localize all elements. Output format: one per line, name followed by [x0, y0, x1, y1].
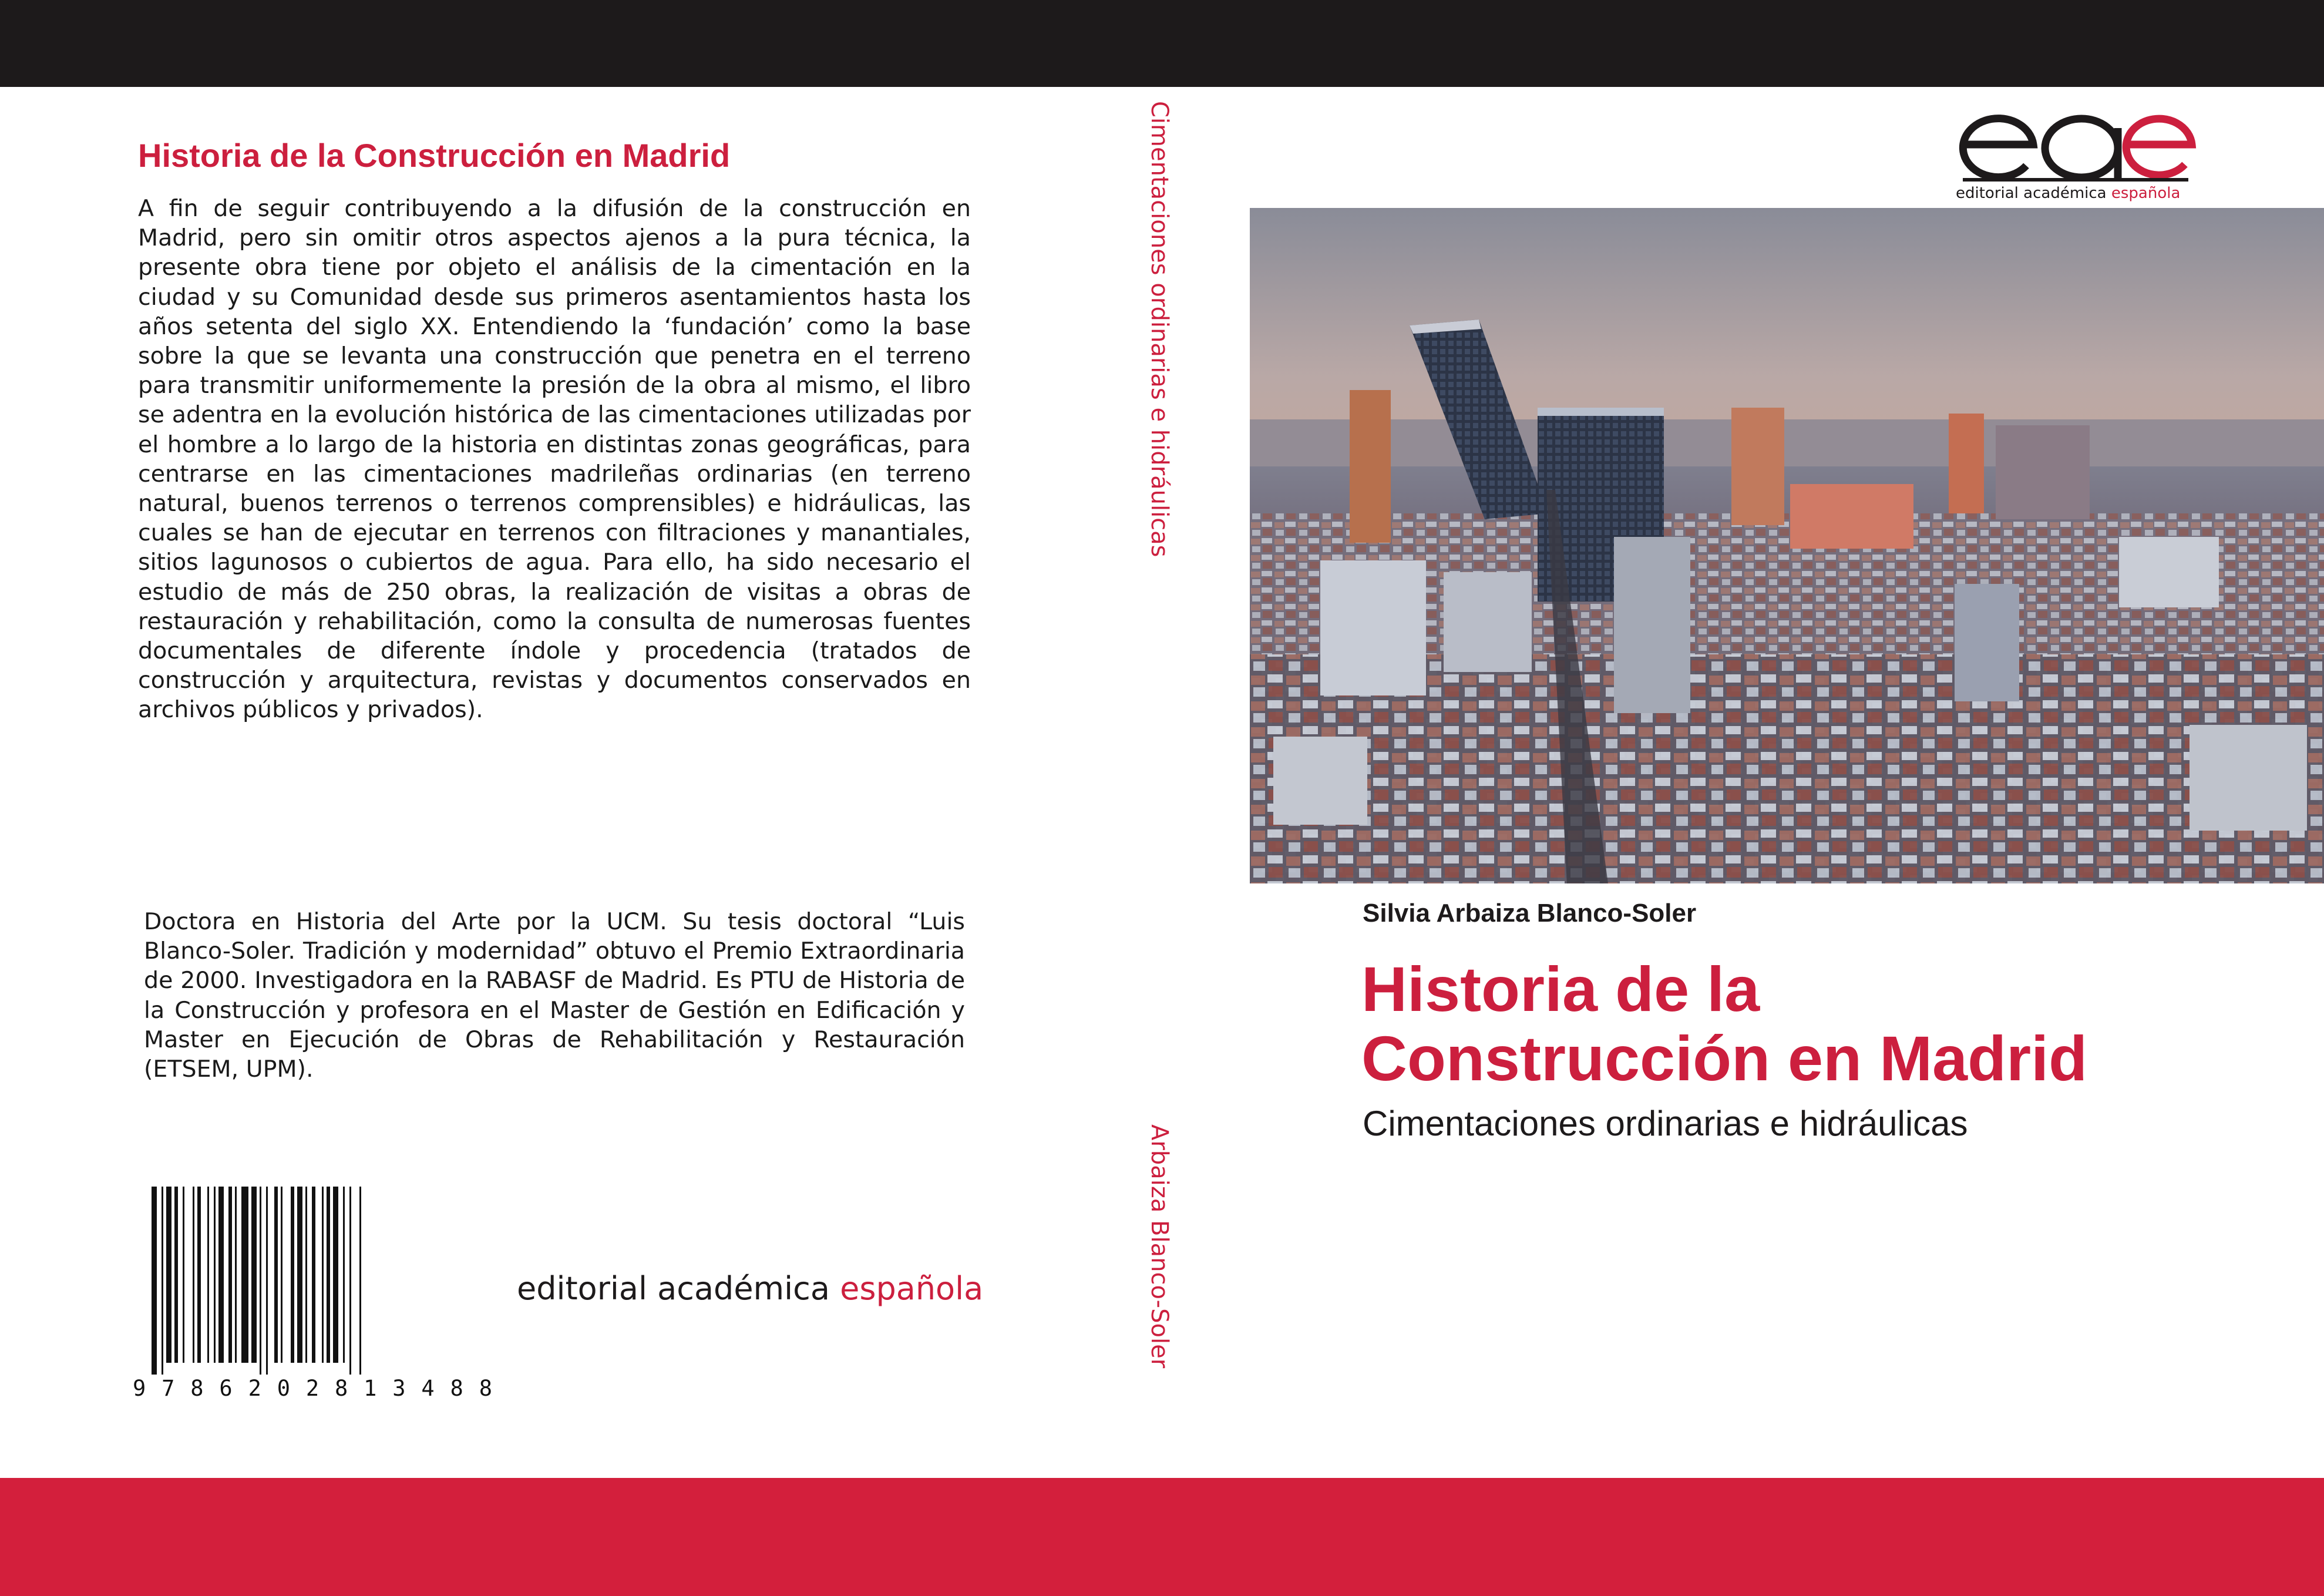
logo-caption-accent: española	[2111, 184, 2181, 202]
isbn-digit: 0	[277, 1376, 290, 1401]
isbn-number	[133, 1376, 492, 1401]
back-cover-title: Historia de la Construcción en Madrid	[138, 137, 731, 174]
isbn-digit: 8	[334, 1376, 348, 1401]
spine-author: Arbaiza Blanco-Soler	[1146, 1124, 1173, 1369]
isbn-digit: 9	[133, 1376, 146, 1401]
barcode-bar	[251, 1187, 257, 1363]
barcode-bar	[197, 1187, 201, 1363]
barcode-bar	[193, 1187, 194, 1363]
barcode-bar	[305, 1187, 307, 1363]
back-publisher-imprint	[517, 1270, 983, 1307]
isbn-digit: 3	[392, 1376, 406, 1401]
barcode-icon	[133, 1187, 503, 1404]
barcode-bar	[327, 1187, 330, 1363]
publisher-name: editorial académica	[517, 1270, 840, 1307]
barcode-bar	[333, 1187, 338, 1363]
barcode-bar	[183, 1187, 184, 1363]
barcode-bar	[235, 1187, 237, 1363]
logo-caption-main: editorial académica	[1956, 184, 2111, 202]
logo-caption	[1956, 184, 2180, 202]
top-dark-band	[0, 0, 2324, 87]
barcode-bar	[162, 1187, 163, 1375]
isbn-digit: 7	[162, 1376, 175, 1401]
front-cover-title	[1361, 955, 2278, 1093]
publisher-name-accent: española	[840, 1270, 984, 1307]
barcode-bar	[359, 1187, 361, 1375]
isbn-digit: 2	[305, 1376, 319, 1401]
isbn-digit: 6	[219, 1376, 233, 1401]
barcode-bar	[260, 1187, 261, 1375]
isbn-digit: 1	[364, 1376, 377, 1401]
barcode-bar	[291, 1187, 294, 1363]
isbn-digit: 4	[421, 1376, 435, 1401]
barcode-bar	[343, 1187, 345, 1363]
front-title-line-1: Historia de la	[1361, 953, 1760, 1024]
back-cover-blurb: A fin de seguir contribuyendo a la difusión de la construcción en Madrid, pero sin omitir otros aspectos ajenos a la pura técnica, la presente obra tiene por objeto el análisis de la cimentación en la ciudad y su Comunidad desde sus primeros asentamientos hasta los años setenta del siglo XX. Entendiendo la ‘fundación’ como la base sobre la que se levanta una construcción que penetra en el terreno para transmitir uniformemente la presión de la obra al mismo, el libro se adentra en la evolución histórica de las cimentaciones utilizadas por el hombre a lo largo de la historia en distintas zonas geográficas, para centrarse en las cimentaciones madrileñas ordinarias (en terreno natural, buenos terrenos o terrenos comprensibles) e hidráulicas, las cuales se han de ejecutar en terrenos con filtraciones y manantiales, sitios lagunosos o cubiertos de agua. Para ello, ha sido necesario el estudio de más de 250 obras, la realización de visitas a obras de restauración y rehabilitación, como la consulta de numerosas fuentes documentales de diferente índole y procedencia (tratados de construcción y arquitectura, revistas y documentos conservados en archivos públicos y privados).	[138, 195, 971, 724]
isbn-digit: 8	[450, 1376, 463, 1401]
barcode-bar	[214, 1187, 216, 1363]
isbn-digit: 2	[248, 1376, 261, 1401]
spine-subtitle: Cimentaciones ordinarias e hidráulicas	[1146, 101, 1173, 557]
madrid-skyline-photo	[1250, 208, 2324, 883]
barcode-bar	[228, 1187, 232, 1363]
bottom-red-band	[0, 1478, 2324, 1596]
isbn-digit: 8	[479, 1376, 492, 1401]
barcode-bar	[266, 1187, 268, 1375]
barcode-bar	[281, 1187, 282, 1363]
barcode-bar	[274, 1187, 278, 1363]
barcode-bar	[312, 1187, 315, 1363]
front-author-name: Silvia Arbaiza Blanco-Soler	[1363, 899, 1697, 928]
barcode-bar	[322, 1187, 324, 1363]
barcode-bar	[207, 1187, 209, 1363]
barcode-bar	[241, 1187, 248, 1363]
barcode-bar	[174, 1187, 178, 1363]
barcode-bar	[349, 1187, 351, 1375]
isbn-digit: 8	[190, 1376, 204, 1401]
barcode-bar	[166, 1187, 171, 1363]
barcode-bar	[218, 1187, 224, 1363]
barcode-bar	[297, 1187, 302, 1363]
barcode-bar	[152, 1187, 157, 1375]
author-bio: Doctora en Historia del Arte por la UCM. Su tesis doctoral “Luis Blanco-Soler. Tradición y modernidad” obtuvo el Premio Extraordinaria de 2000. Investigadora en la RABASF de Madrid. Es PTU de Historia de la Construcción y profesora en el Master de Gestión en Edificación y Master en Ejecución de Obras de Rehabilitación y Restauración (ETSEM, UPM).	[144, 908, 965, 1083]
front-title-line-2: Construcción en Madrid	[1361, 1023, 2088, 1094]
front-cover-subtitle: Cimentaciones ordinarias e hidráulicas	[1363, 1104, 1968, 1143]
